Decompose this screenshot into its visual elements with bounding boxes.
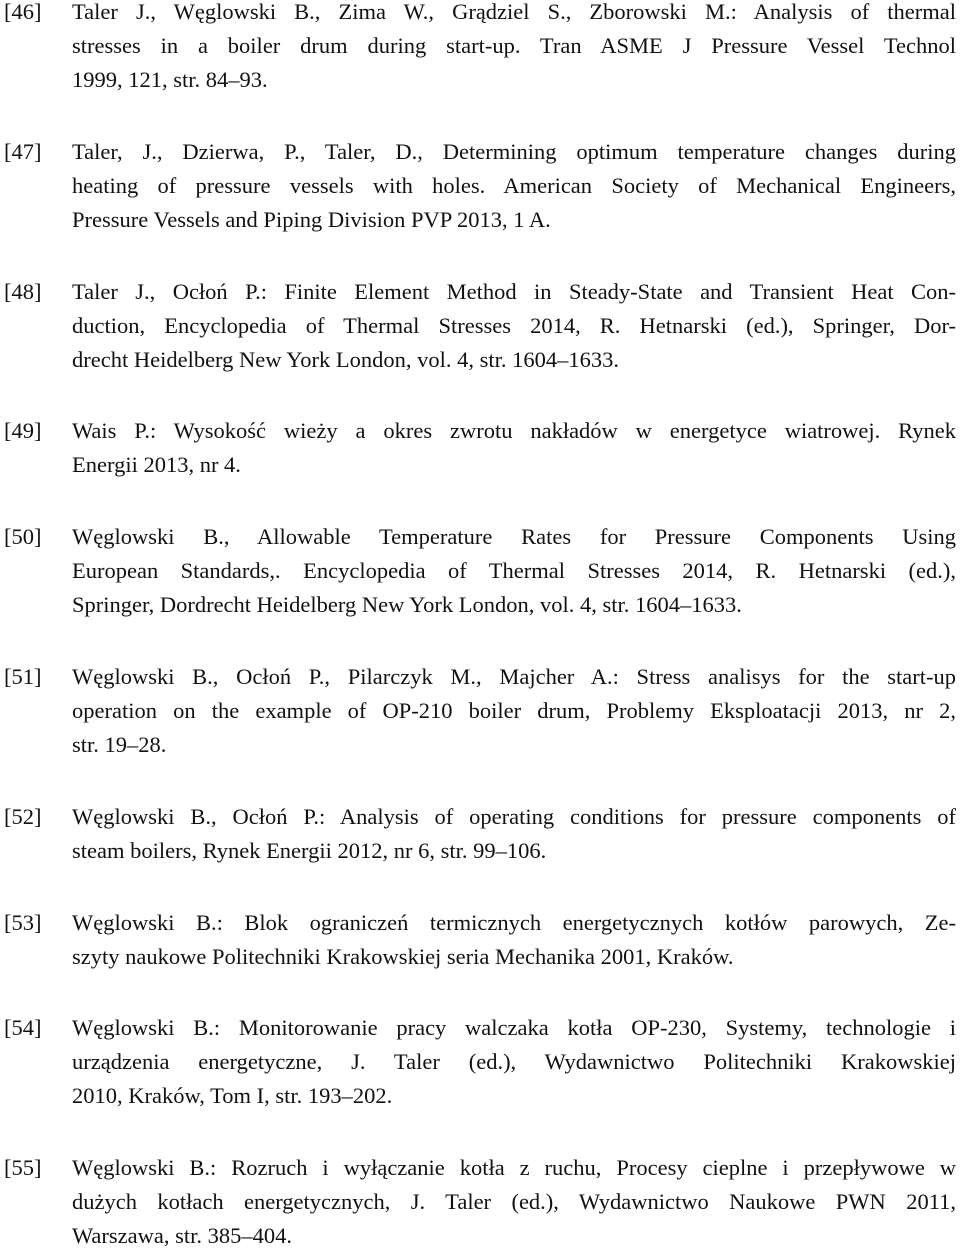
- reference-line: urządzenia energetyczne, J. Taler (ed.), Wydawnictwo Politechniki Krakowskiej: [72, 1049, 956, 1074]
- reference-text: [72, 414, 956, 482]
- reference-number: [51]: [4, 664, 42, 689]
- reference-line: Pressure Vessels and Piping Division PVP 2013, 1 A.: [72, 207, 551, 232]
- reference-line: steam boilers, Rynek Energii 2012, nr 6, str. 99–106.: [72, 838, 547, 863]
- reference-line: heating of pressure vessels with holes. American Society of Mechanical Engineers,: [72, 173, 956, 198]
- reference-line: str. 19–28.: [72, 732, 167, 757]
- reference-text: [72, 135, 956, 237]
- reference-text: [72, 275, 956, 377]
- reference-text: [72, 0, 956, 97]
- reference-line: Węglowski B.: Blok ograniczeń termicznych energetycznych kotłów parowych, Ze-: [72, 910, 956, 935]
- reference-line: Węglowski B.: Rozruch i wyłączanie kotła z ruchu, Procesy cieplne i przepływowe w: [72, 1155, 956, 1180]
- reference-line: Węglowski B., Allowable Temperature Rates for Pressure Components Using: [72, 524, 956, 549]
- reference-line: duction, Encyclopedia of Thermal Stresses 2014, R. Hetnarski (ed.), Springer, Dor-: [72, 313, 956, 338]
- reference-number: [49]: [4, 418, 42, 443]
- reference-line: Węglowski B., Ocłoń P., Pilarczyk M., Majcher A.: Stress analisys for the start-up: [72, 664, 956, 689]
- reference-line: szyty naukowe Politechniki Krakowskiej seria Mechanika 2001, Kraków.: [72, 944, 734, 969]
- reference-number: [48]: [4, 279, 42, 304]
- reference-number: [46]: [4, 0, 42, 24]
- reference-number: [47]: [4, 139, 42, 164]
- reference-number: [54]: [4, 1015, 42, 1040]
- reference-line: Warszawa, str. 385–404.: [72, 1223, 293, 1248]
- reference-line: Węglowski B., Ocłoń P.: Analysis of operating conditions for pressure components of: [72, 804, 956, 829]
- reference-text: [72, 520, 956, 622]
- reference-line: dużych kotłach energetycznych, J. Taler (ed.), Wydawnictwo Naukowe PWN 2011,: [72, 1189, 956, 1214]
- reference-line: 1999, 121, str. 84–93.: [72, 67, 268, 92]
- reference-line: stresses in a boiler drum during start-up. Tran ASME J Pressure Vessel Technol: [72, 33, 956, 58]
- reference-number: [52]: [4, 804, 42, 829]
- reference-text: [72, 1011, 956, 1113]
- reference-number: [53]: [4, 910, 42, 935]
- reference-line: operation on the example of OP-210 boiler drum, Problemy Eksploatacji 2013, nr 2,: [72, 698, 956, 723]
- reference-line: Taler J., Węglowski B., Zima W., Grądziel S., Zborowski M.: Analysis of thermal: [72, 0, 956, 24]
- reference-text: [72, 660, 956, 762]
- reference-line: Taler J., Ocłoń P.: Finite Element Method in Steady-State and Transient Heat Con-: [72, 279, 956, 304]
- reference-line: 2010, Kraków, Tom I, str. 193–202.: [72, 1083, 393, 1108]
- reference-line: Węglowski B.: Monitorowanie pracy walczaka kotła OP-230, Systemy, technologie i: [72, 1015, 956, 1040]
- reference-text: [72, 800, 956, 868]
- reference-line: Springer, Dordrecht Heidelberg New York London, vol. 4, str. 1604–1633.: [72, 592, 742, 617]
- reference-line: drecht Heidelberg New York London, vol. 4, str. 1604–1633.: [72, 347, 620, 372]
- reference-text: [72, 906, 956, 974]
- reference-number: [55]: [4, 1155, 42, 1180]
- reference-text: [72, 1151, 956, 1253]
- reference-line: Wais P.: Wysokość wieży a okres zwrotu nakładów w energetyce wiatrowej. Rynek: [72, 418, 956, 443]
- reference-line: Energii 2013, nr 4.: [72, 452, 241, 477]
- reference-number: [50]: [4, 524, 42, 549]
- reference-line: Taler, J., Dzierwa, P., Taler, D., Determining optimum temperature changes during: [72, 139, 956, 164]
- reference-line: European Standards,. Encyclopedia of Thermal Stresses 2014, R. Hetnarski (ed.),: [72, 558, 956, 583]
